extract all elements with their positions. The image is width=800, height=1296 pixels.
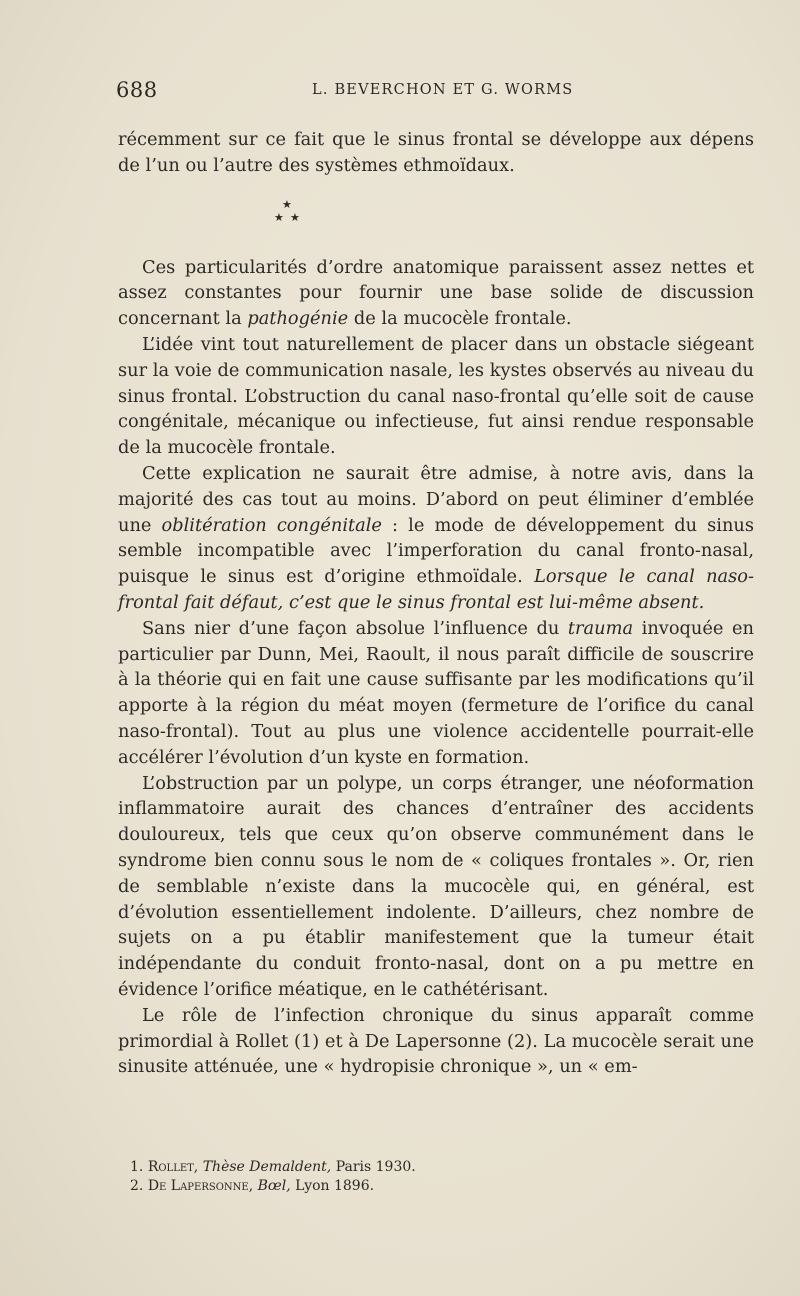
italic-term: trauma bbox=[567, 617, 634, 639]
footnote-author: De Lapersonne, bbox=[147, 1178, 254, 1194]
star-icon: ★ bbox=[282, 197, 292, 211]
star-icon: ★ bbox=[290, 210, 300, 224]
italic-sentence: Lorsque le canal naso-frontal fait défaut, c’est que le sinus frontal est lui-même absent. bbox=[118, 566, 754, 613]
footnote-title: Bœl, bbox=[257, 1178, 291, 1194]
paragraph: Ces particularités d’ordre anatomique paraissent assez nettes et assez constantes pour fournir une base solide de discussion concernant la pathogénie de la mucocèle frontale. bbox=[118, 256, 754, 330]
footnote: 2. De Lapersonne, Bœl, Lyon 1896. bbox=[130, 1178, 375, 1194]
italic-term: oblitération congénitale bbox=[161, 514, 382, 536]
footnote-title: Thèse Demaldent, bbox=[202, 1159, 332, 1175]
page-number: 688 bbox=[116, 78, 158, 102]
footnote: 1. Rollet, Thèse Demaldent, Paris 1930. bbox=[130, 1159, 416, 1175]
paragraph: L’obstruction par un polype, un corps étranger, une néoformation inflammatoire aurait des chances d’entraîner des accidents douloureux, tels que ceux qu’on observe communément dans le syndrome bien connu sous le nom de « coliques frontales ». Or, rien de semblable n’existe dans la mucocèle qui, en général, est d’évolution essentiellement indolente. D’ailleurs, chez nombre de sujets on a pu établir manifestement que la tumeur était indépendante du conduit fronto-nasal, dont on a pu mettre en évidence l’orifice méatique, en le cathétérisant. bbox=[118, 772, 754, 1000]
page-header bbox=[116, 78, 752, 110]
paragraph: L’idée vint tout naturellement de placer dans un obstacle siégeant sur la voie de communication nasale, les kystes observés au niveau du sinus frontal. L’obstruction du canal naso-frontal qu’elle soit de cause congénitale, mécanique ou infectieuse, fut ainsi rendue responsable de la mucocèle frontale. bbox=[118, 333, 754, 459]
body-text bbox=[118, 127, 754, 1080]
footnote-author: Rollet, bbox=[147, 1159, 199, 1175]
italic-term: pathogénie bbox=[247, 308, 349, 330]
footnotes bbox=[130, 1158, 730, 1196]
section-separator-asterism bbox=[118, 179, 754, 255]
paragraph: Cette explication ne saurait être admise, à notre avis, dans la majorité des cas tout au moins. D’abord on peut éliminer d’emblée une oblitération congénitale : le mode de développement du sinus semble incompatible avec l’imperforation du canal fronto-nasal, puisque le sinus est d’origine ethmoïdale. Lorsque le canal naso-frontal fait défaut, c’est que le sinus frontal est lui-même absent. bbox=[118, 462, 754, 613]
paragraph: Le rôle de l’infection chronique du sinus apparaît comme primordial à Rollet (1) et à De Lapersonne (2). La mucocèle serait une sinusite atténuée, une « hydropisie chronique », un « em- bbox=[118, 1004, 754, 1078]
star-icon: ★ bbox=[274, 210, 284, 224]
running-head: L. BEVERCHON ET G. WORMS bbox=[312, 82, 574, 98]
paragraph: Sans nier d’une façon absolue l’influence du trauma invoquée en particulier par Dunn, Mei, Raoult, il nous paraît difficile de souscrire à la théorie qui en fait une cause suffisante par les modifications qu’il apporte à la région du méat moyen (fermeture de l’orifice du canal naso-frontal). Tout au plus une violence accidentelle pourrait-elle accélérer l’évolution d’un kyste en formation. bbox=[118, 617, 754, 768]
paragraph-continuation: récemment sur ce fait que le sinus frontal se développe aux dépens de l’un ou l’autre des systèmes ethmoïdaux. bbox=[118, 129, 754, 176]
